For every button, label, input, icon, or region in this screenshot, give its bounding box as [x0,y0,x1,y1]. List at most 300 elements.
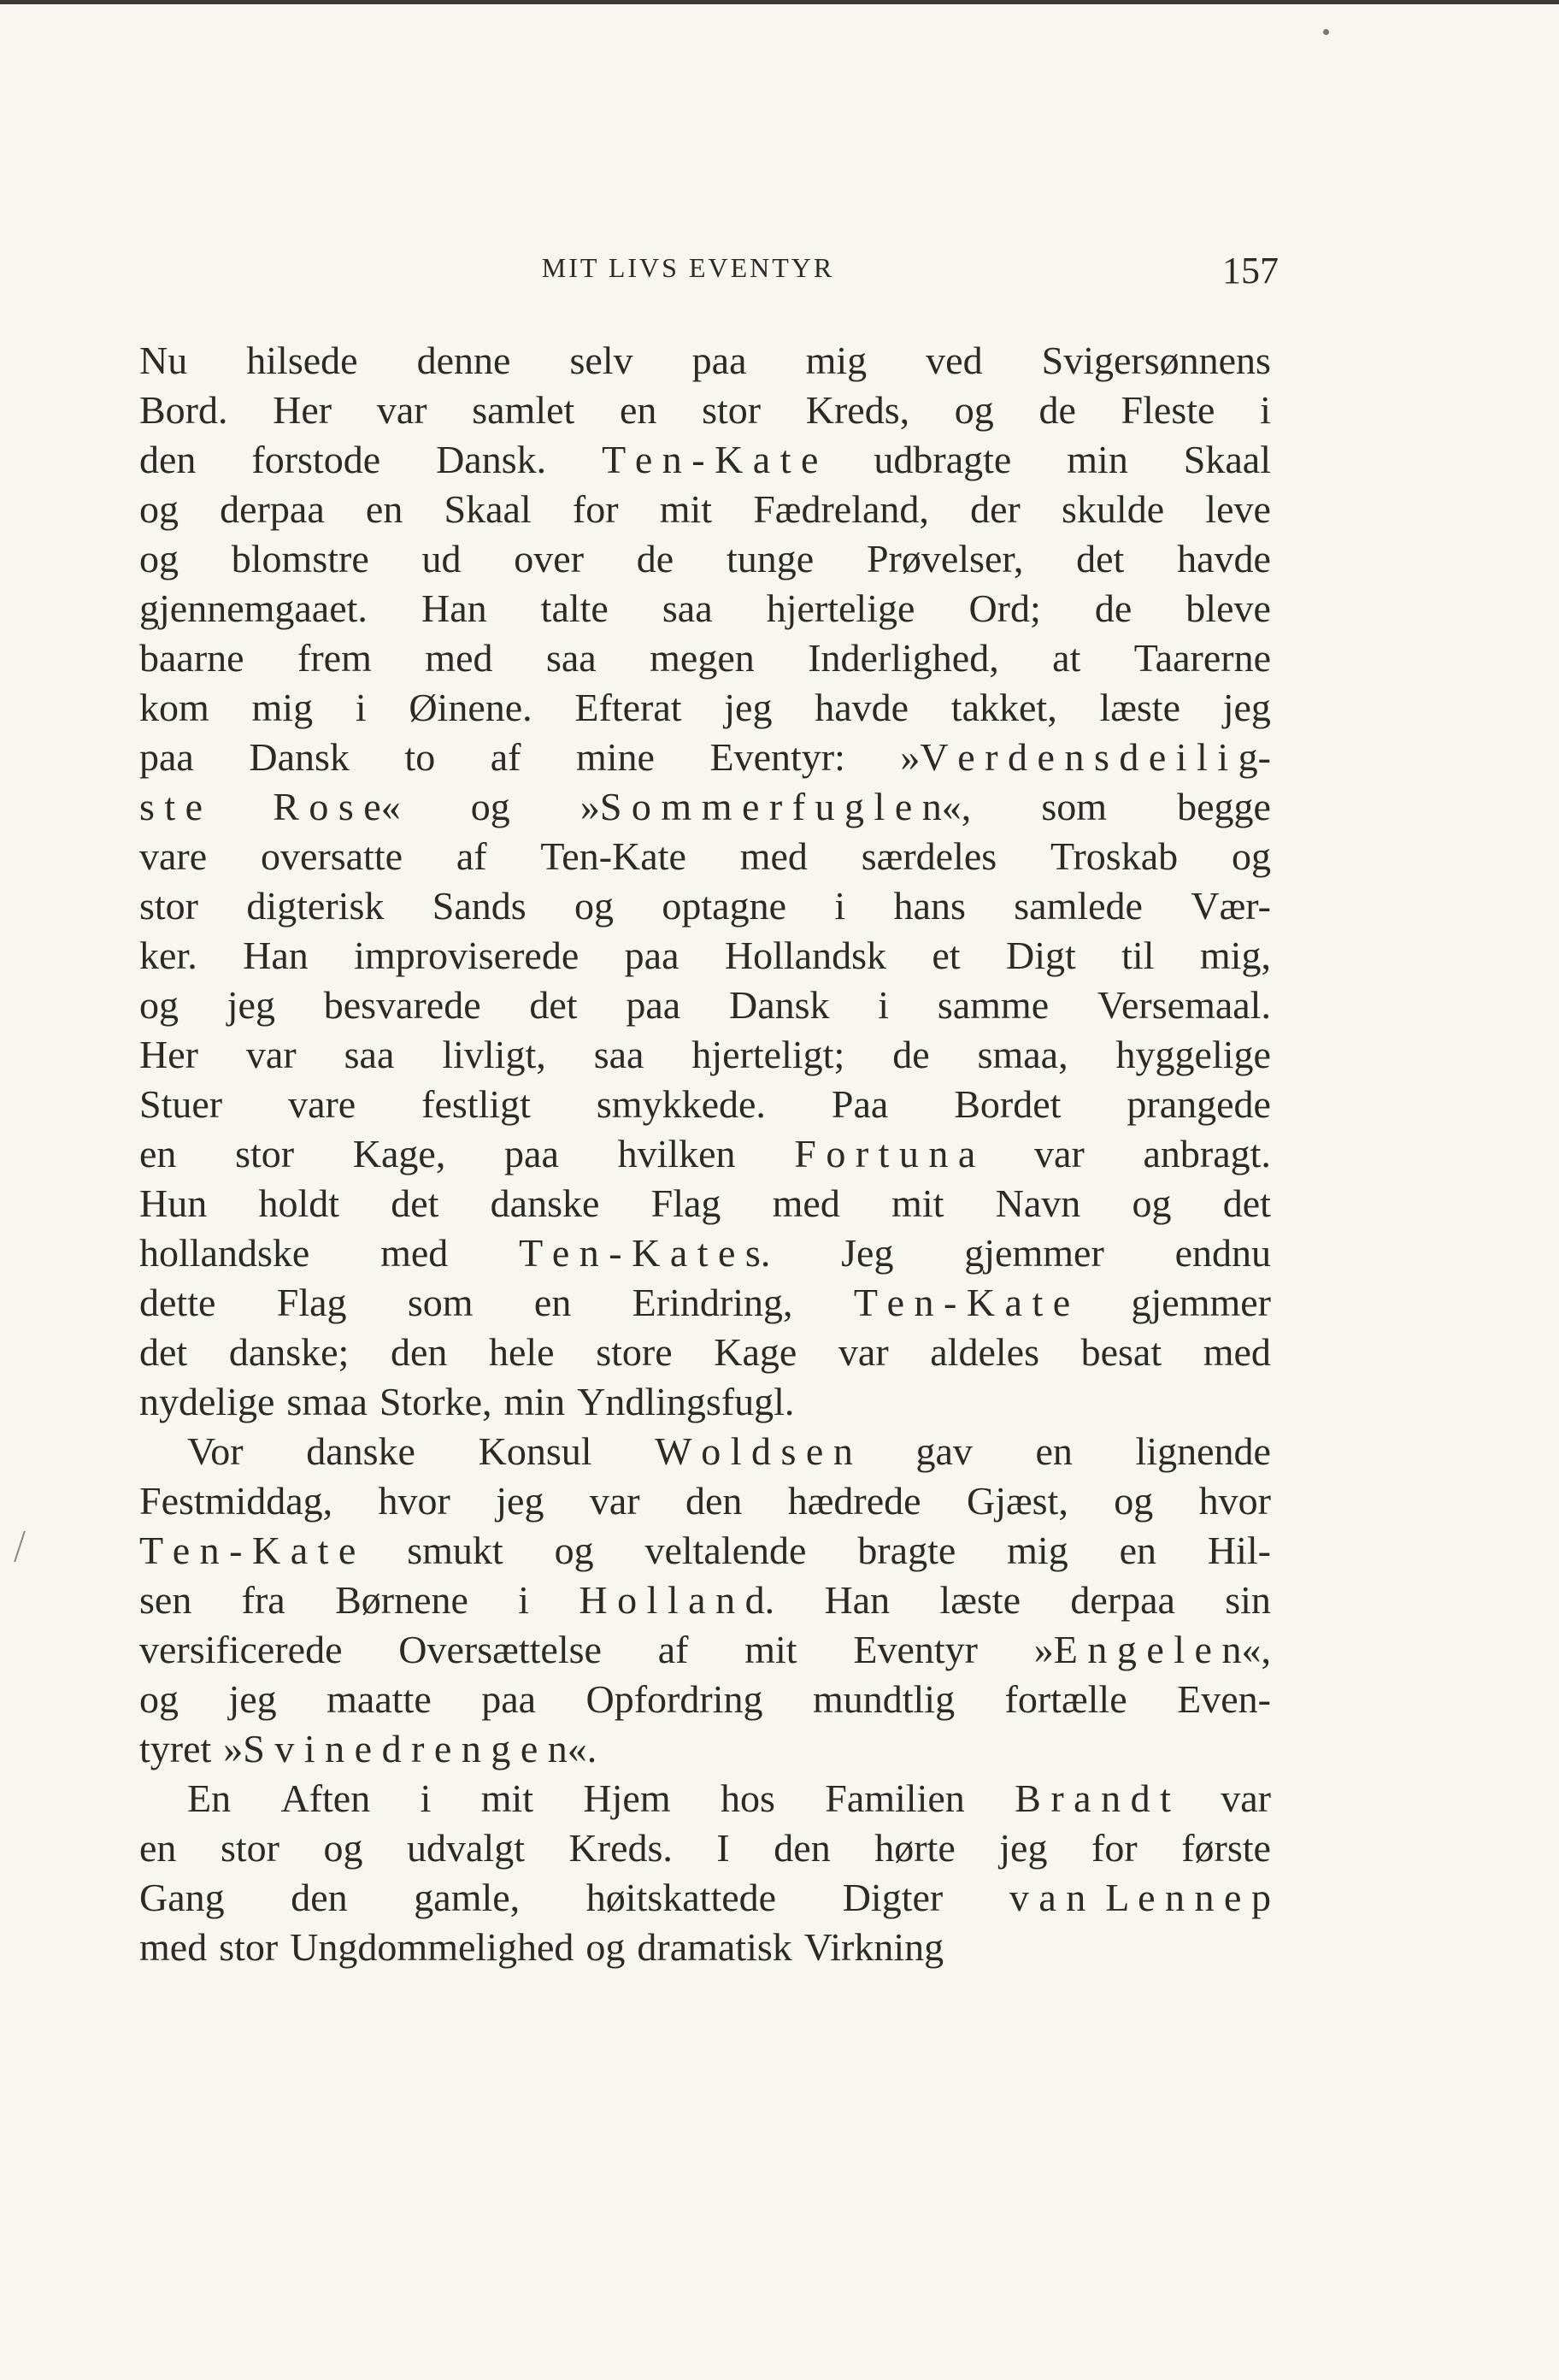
word: Erindring, [632,1281,793,1324]
text-line [139,485,1271,534]
word: var [376,388,427,432]
text-line [139,633,1271,683]
word: de [1094,586,1132,630]
speck-mark [1323,29,1329,35]
text-line [139,1576,1271,1625]
word: danske; [228,1330,350,1374]
word: Kage [714,1330,797,1374]
text-line [139,584,1271,633]
word: hos [720,1776,775,1820]
word: det [391,1181,439,1225]
word: mig [251,686,314,729]
word: samme [937,983,1050,1027]
word: paa [691,339,747,382]
word: smykkede. [596,1082,766,1126]
word: Stuer [139,1082,223,1126]
word: Digt [1005,934,1076,977]
word: havde [1177,537,1271,580]
word: Fædreland, [753,487,929,531]
word: mine [575,735,655,779]
text-line [139,1030,1271,1080]
word: Hun [139,1181,208,1225]
word: den [291,1876,348,1919]
word: Ten-Kate [540,834,686,878]
text-line [139,832,1271,881]
word: til [1121,934,1155,977]
word: høitskattede [585,1876,777,1919]
word: de [892,1033,930,1076]
text-line [139,1873,1271,1923]
word: mit [480,1776,534,1820]
word: nydelige [139,1380,275,1423]
word: mundtlig [812,1677,956,1721]
word: derpaa [220,487,325,531]
word: at [1052,636,1081,680]
word: begge [1177,785,1271,828]
word: som [1041,785,1108,828]
word: og [139,487,179,531]
word: Digter [842,1876,944,1919]
word: Vær- [1191,884,1271,928]
word: saa [344,1033,395,1076]
word: Efterat [574,686,682,729]
word: Bordet [954,1082,1062,1126]
word: saa [593,1033,644,1076]
word: tunge [726,537,815,580]
word: besat [1080,1330,1162,1374]
word: Inderlighed, [808,636,999,680]
text-line [139,1774,1271,1823]
word: »V e r d e n s d e i l i g- [900,735,1271,779]
word: denne [416,339,511,382]
word: fortælle [1004,1677,1127,1721]
word: T e n - K a t e [853,1281,1071,1324]
text-line [139,534,1271,584]
text-line [139,931,1271,981]
word: paa [624,934,679,977]
word: Kage, [352,1132,446,1175]
word: Nu [139,339,188,382]
word: T e n - K a t e s. [519,1231,771,1275]
word: Hjem [583,1776,671,1820]
word: vare [288,1082,356,1126]
word: Flag [650,1181,721,1225]
scan-top-edge [0,0,1559,4]
running-title: MIT LIVS EVENTYR [541,252,835,283]
word: og [1231,834,1271,878]
word: Sands [432,884,527,928]
word: stor [139,884,198,928]
word: en [619,388,657,432]
word: endnu [1174,1231,1271,1275]
word: en [1035,1429,1073,1473]
word: maatte [327,1677,432,1721]
word: vare [139,834,208,878]
word: Dansk [249,735,350,779]
word: jeg [496,1479,544,1523]
word: Han [243,934,309,977]
word: derpaa [1070,1578,1175,1622]
word: to [404,735,436,779]
word: hjerteligt; [691,1033,845,1076]
word: Eventyr [853,1628,978,1671]
word: med [380,1231,449,1275]
word: hans [893,884,966,928]
word: Troskab [1050,834,1179,878]
word: Hil- [1207,1529,1271,1572]
word: mig, [1199,934,1271,977]
word: Paa [831,1082,889,1126]
text-line [139,1179,1271,1228]
word: af [657,1628,689,1671]
word: baarne [139,636,244,680]
word: store [596,1330,673,1374]
word: holdt [258,1181,340,1225]
word: og [585,1925,626,1969]
word: megen [650,636,755,680]
word: med [772,1181,840,1225]
text-line [139,1228,1271,1278]
word: Virkning [803,1925,944,1969]
word: Taarerne [1133,636,1271,680]
word: for [572,487,619,531]
word: Storke, [379,1380,492,1423]
word: forstode [251,438,381,481]
word: og [554,1529,594,1572]
word: Versemaal. [1097,983,1271,1027]
text-line [139,1129,1271,1179]
word: smaa [286,1380,368,1423]
text-line [139,1526,1271,1576]
word: versificerede [139,1628,343,1671]
word: min [503,1380,566,1423]
word: Opfordring [585,1677,763,1721]
word: Her [139,1033,198,1076]
word: paa [626,983,681,1027]
word: stor [220,1826,279,1870]
word: paa [481,1677,537,1721]
word: mit [659,487,713,531]
word: stor [219,1925,279,1969]
word: jeg [226,983,275,1027]
word: mit [891,1181,944,1225]
word: saa [662,586,713,630]
word: veltalende [644,1529,807,1572]
word: og [1114,1479,1154,1523]
word: aldeles [930,1330,1039,1374]
word: Ungdommelighed [290,1925,574,1969]
text-line [139,683,1271,733]
word: Aften [280,1776,371,1820]
word: hædrede [787,1479,921,1523]
word: i [355,686,367,729]
word: af [490,735,521,779]
text-line [139,1476,1271,1526]
text-line [139,782,1271,832]
word: skulde [1062,487,1165,531]
word: Skaal [1183,438,1271,481]
word: Hollandsk [724,934,886,977]
word: smaa, [977,1033,1068,1076]
word: gav [915,1429,973,1473]
text-line [139,733,1271,782]
word: bragte [857,1529,956,1572]
word: med [739,834,808,878]
word: hvor [1198,1479,1271,1523]
word: kom [139,686,209,729]
text-line [139,1724,1271,1774]
word: hjertelige [766,586,915,630]
word: Øinene. [409,686,532,729]
word: R o s e« [273,785,401,828]
word: I [716,1826,730,1870]
word: Ord; [968,586,1041,630]
word: i [834,884,846,928]
word: Svigersønnens [1041,339,1271,382]
word: fra [241,1578,285,1622]
word: var [1221,1776,1271,1820]
word: en [365,487,403,531]
paragraph [139,336,1271,1427]
word: Skaal [444,487,532,531]
word: Kreds, [805,388,910,432]
word: sin [1225,1578,1271,1622]
text-line [139,1923,1271,1972]
word: W o l d s e n [655,1429,853,1473]
word: var [1034,1132,1085,1175]
word: hilsede [246,339,358,382]
word: og [139,983,179,1027]
word: og [470,785,510,828]
word: Prøvelser, [866,537,1024,580]
word: Kreds. [568,1826,673,1870]
word: af [456,834,487,878]
word: var [245,1033,297,1076]
word: og [323,1826,363,1870]
word: var [838,1330,889,1374]
word: mig [1007,1529,1068,1572]
word: mit [744,1628,797,1671]
word: Gang [139,1876,225,1919]
word: bleve [1185,586,1271,630]
word: Eventyr: [709,735,845,779]
word: danske [490,1181,600,1225]
text-line [139,1328,1271,1377]
word: stor [235,1132,295,1175]
word: et [932,934,961,977]
word: gjennemgaaet. [139,586,368,630]
word: »S o m m e r f u g l e n«, [579,785,972,828]
word: udvalgt [407,1826,525,1870]
word: den [774,1826,831,1870]
word: s t e [139,785,203,828]
word: læste [1099,686,1180,729]
word: hyggelige [1115,1033,1271,1076]
word: lignende [1135,1429,1271,1473]
word: Gjæst, [966,1479,1068,1523]
word: og [139,1677,179,1721]
text-line [139,1377,1271,1427]
word: T e n - K a t e [139,1529,356,1572]
word: sen [139,1578,192,1622]
word: over [514,537,585,580]
word: gjemmer [964,1231,1104,1275]
word: oversatte [260,834,403,878]
word: En [187,1776,232,1820]
word: særdeles [861,834,997,878]
word: danske [306,1429,415,1473]
word: mig [805,339,868,382]
word: blomstre [231,537,369,580]
word: i [1260,388,1271,432]
word: frem [297,636,372,680]
word: Konsul [478,1429,592,1473]
word: optagne [662,884,787,928]
word: og [139,537,179,580]
word: og [954,388,994,432]
word: ud [421,537,462,580]
word: hørte [874,1826,956,1870]
word: i [878,983,890,1027]
text-line [139,386,1271,435]
margin-stroke-mark [14,1531,26,1563]
text-line [139,981,1271,1030]
word: anbragt. [1143,1132,1271,1175]
text-line [139,1427,1271,1476]
word: i [518,1578,530,1622]
text-line [139,1080,1271,1129]
word: Flag [276,1281,347,1324]
word: en [533,1281,572,1324]
word: selv [569,339,633,382]
word: Dansk [728,983,830,1027]
word: hvilken [617,1132,736,1175]
word: Børnene [335,1578,468,1622]
word: havde [815,686,909,729]
word: »E n g e l e n«, [1033,1628,1271,1671]
word: dramatisk [637,1925,792,1969]
text-line [139,1278,1271,1328]
word: talte [540,586,609,630]
word: hvor [378,1479,450,1523]
word: dette [139,1281,216,1324]
word: jeg [999,1826,1048,1870]
word: der [970,487,1021,531]
page-number: 157 [1222,250,1279,292]
text-line [139,435,1271,485]
word: paa [139,735,194,779]
word: den [139,438,197,481]
running-header [0,246,1559,298]
word: hele [488,1330,555,1374]
word: Familien [825,1776,965,1820]
word: festligt [421,1082,531,1126]
word: B r a n d t [1015,1776,1171,1820]
word: Bord. [139,388,228,432]
word: Yndlingsfugl. [577,1380,795,1423]
word: og [574,884,615,928]
word: udbragte [874,438,1012,481]
word: paa [504,1132,559,1175]
word: første [1181,1826,1271,1870]
word: saa [545,636,597,680]
paragraph [139,1774,1271,1972]
text-line [139,1823,1271,1873]
word: ved [926,339,983,382]
paragraph [139,1427,1271,1774]
text-line [139,336,1271,386]
word: det [1222,1181,1271,1225]
word: den [685,1479,743,1523]
word: samlet [472,388,575,432]
word: i [420,1776,432,1820]
word: for [1091,1826,1138,1870]
word: jeg [724,686,773,729]
word: en [139,1826,177,1870]
word: en [139,1132,177,1175]
word: Jeg [841,1231,894,1275]
word: tyret [139,1727,212,1770]
word: gamle, [414,1876,521,1919]
word: F o r t u n a [794,1132,976,1175]
word: Even- [1177,1677,1271,1721]
word: Han [824,1578,891,1622]
word: hollandske [139,1231,310,1275]
word: prangede [1127,1082,1271,1126]
word: livligt, [442,1033,546,1076]
word: med [425,636,493,680]
word: læste [939,1578,1021,1622]
word: de [636,537,674,580]
word: Han [421,586,487,630]
word: Navn [995,1181,1081,1225]
word: og [1132,1181,1172,1225]
word: gjemmer [1131,1281,1271,1324]
word: min [1067,438,1128,481]
word: en [1119,1529,1156,1572]
word: besvarede [323,983,481,1027]
word: Vor [187,1429,244,1473]
word: Festmiddag, [139,1479,333,1523]
word: den [390,1330,448,1374]
word: T e n - K a t e [602,438,819,481]
word: som [407,1281,474,1324]
word: med [139,1925,208,1969]
word: smukt [407,1529,503,1572]
word: det [139,1330,188,1374]
text-line [139,1675,1271,1724]
body-text [139,336,1271,1972]
word: var [589,1479,640,1523]
word: Dansk. [436,438,547,481]
word: samlede [1014,884,1143,928]
word: Her [273,388,332,432]
word: takket, [950,686,1057,729]
word: v a n L e n n e p [1009,1876,1271,1919]
word: Fleste [1121,388,1215,432]
word: ker. [139,934,197,977]
word: stor [702,388,762,432]
word: improviserede [354,934,579,977]
word: det [529,983,578,1027]
word: H o l l a n d. [579,1578,775,1622]
word: det [1076,537,1125,580]
word: med [1203,1330,1271,1374]
word: jeg [228,1677,277,1721]
word: »S v i n e d r e n g e n«. [223,1727,597,1770]
text-line [139,1625,1271,1675]
word: leve [1205,487,1271,531]
